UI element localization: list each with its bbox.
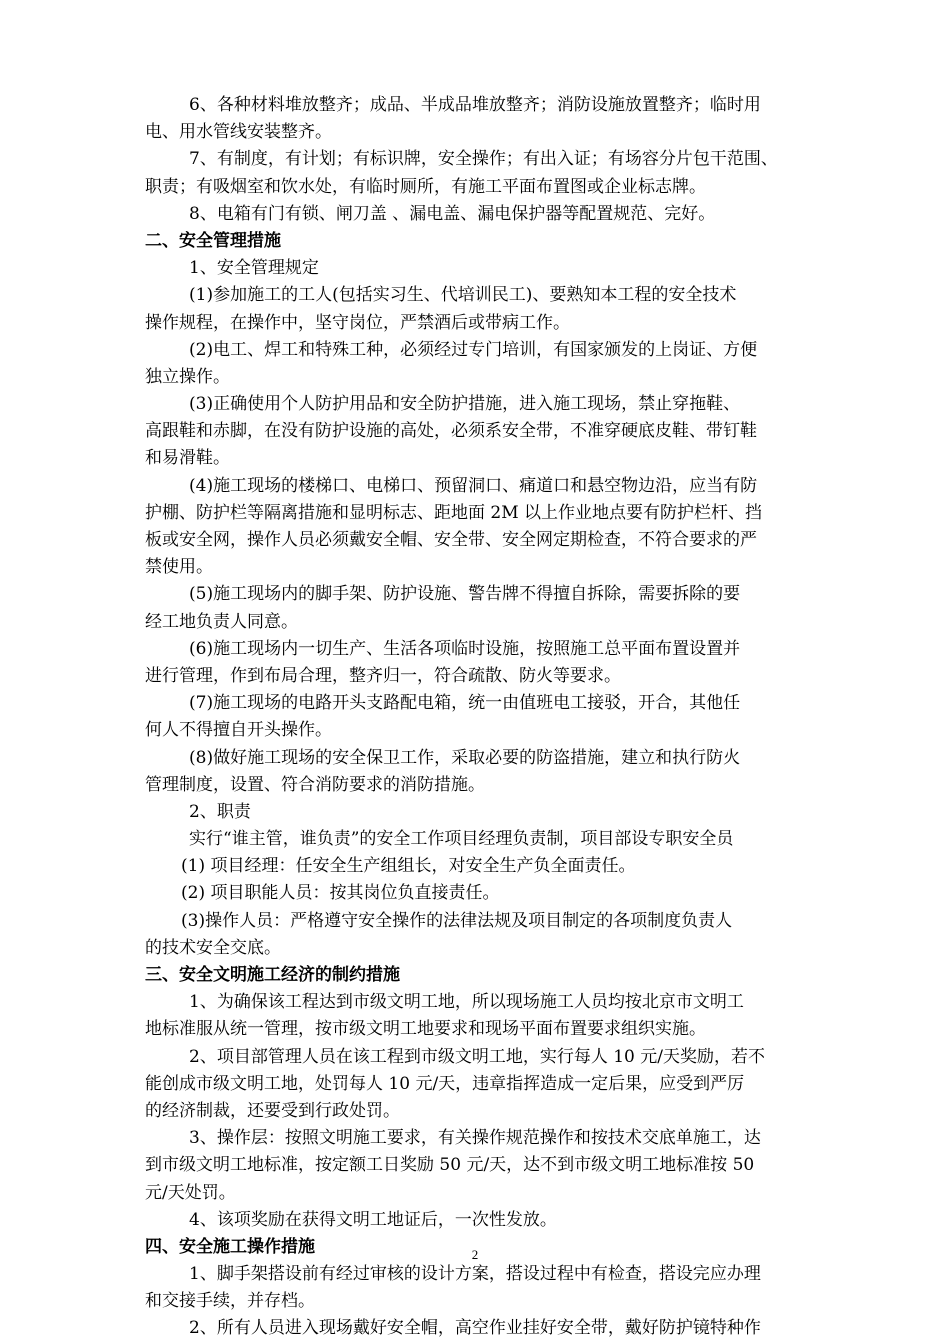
section-heading: 三、安全文明施工经济的制约措施 — [145, 965, 400, 985]
text-line: 的经济制裁，还要受到行政处罚。 — [145, 1100, 400, 1121]
document-body — [145, 92, 810, 1343]
text-line: 的技术安全交底。 — [145, 937, 281, 958]
text-line: (3)正确使用个人防护用品和安全防护措施，进入施工现场，禁止穿拖鞋、 — [189, 394, 741, 415]
section-heading: 二、安全管理措施 — [145, 230, 281, 251]
text-line: 高跟鞋和赤脚，在没有防护设施的高处，必须系安全带，不准穿硬底皮鞋、带钉鞋 — [145, 421, 757, 442]
text-line: 和易滑鞋。 — [145, 448, 230, 469]
text-line: 2、所有人员进入现场戴好安全帽，高空作业挂好安全带，戴好防护镜特种作 — [189, 1318, 761, 1339]
text-line: 护棚、防护栏等隔离措施和显明标志、距地面 2M 以上作业地点要有防护栏杆、挡 — [145, 502, 763, 523]
text-line: 能创成市级文明工地，处罚每人 10 元/天，违章指挥造成一定后果，应受到严厉 — [145, 1073, 745, 1094]
text-line: (2) 项目职能人员：按其岗位负直接责任。 — [181, 883, 500, 904]
text-line: 职责；有吸烟室和饮水处，有临时厕所，有施工平面布置图或企业标志牌。 — [145, 176, 706, 197]
text-line: 电、用水管线安装整齐。 — [145, 122, 332, 143]
text-line: 板或安全网，操作人员必须戴安全帽、安全带、安全网定期检查，不符合要求的严 — [145, 530, 757, 550]
text-line: 禁使用。 — [145, 557, 213, 578]
text-line: (4)施工现场的楼梯口、电梯口、预留洞口、痛道口和悬空物边沿，应当有防 — [189, 475, 758, 496]
text-line: 元/天处罚。 — [145, 1182, 236, 1203]
text-line: 独立操作。 — [145, 366, 230, 387]
text-line: (1) 项目经理：任安全生产组组长，对安全生产负全面责任。 — [181, 856, 636, 877]
text-line: 操作规程，在操作中，坚守岗位，严禁酒后或带病工作。 — [145, 312, 570, 333]
text-line: 何人不得擅自开头操作。 — [145, 720, 332, 741]
text-line: 4、该项奖励在获得文明工地证后，一次性发放。 — [189, 1209, 557, 1230]
text-line: (6)施工现场内一切生产、生活各项临时设施，按照施工总平面布置设置并 — [189, 638, 741, 659]
text-line: (2)电工、焊工和特殊工种，必须经过专门培训，有国家颁发的上岗证、方便 — [189, 339, 758, 360]
text-line: (8)做好施工现场的安全保卫工作，采取必要的防盗措施，建立和执行防火 — [189, 747, 741, 768]
text-line: 1、为确保该工程达到市级文明工地，所以现场施工人员均按北京市文明工 — [189, 992, 744, 1013]
text-line: (7)施工现场的电路开头支路配电箱，统一由值班电工接驳，开合，其他任 — [189, 693, 741, 714]
text-line: 7、有制度，有计划；有标识牌，安全操作；有出入证；有场容分片包干范围、 — [189, 149, 778, 170]
text-line: 到市级文明工地标准，按定额工日奖励 50 元/天，达不到市级文明工地标准按 50 — [145, 1155, 755, 1176]
text-line: 2、项目部管理人员在该工程到市级文明工地，实行每人 10 元/天奖励，若不 — [189, 1046, 765, 1067]
text-line: 1、安全管理规定 — [189, 258, 319, 279]
text-line: 实行“谁主管，谁负责”的安全工作项目经理负责制，项目部设专职安全员 — [189, 829, 734, 850]
page-number: 2 — [471, 1247, 479, 1262]
text-line: (5)施工现场内的脚手架、防护设施、警告牌不得擅自拆除，需要拆除的要 — [189, 584, 741, 605]
text-line: 和交接手续，并存档。 — [145, 1291, 315, 1312]
text-line: 管理制度，设置、符合消防要求的消防措施。 — [145, 774, 485, 795]
text-line: 地标准服从统一管理，按市级文明工地要求和现场平面布置要求组织实施。 — [145, 1019, 706, 1040]
text-line: 8、电箱有门有锁、闸刀盖 、漏电盖、漏电保护器等配置规范、完好。 — [189, 203, 716, 224]
text-line: 1、脚手架搭设前有经过审核的设计方案，搭设过程中有检查，搭设完应办理 — [189, 1264, 761, 1285]
text-line: 3、操作层：按照文明施工要求，有关操作规范操作和按技术交底单施工，达 — [189, 1128, 761, 1149]
text-line: (3)操作人员：严格遵守安全操作的法律法规及项目制定的各项制度负责人 — [181, 910, 733, 931]
text-line: 2、职责 — [189, 801, 251, 822]
section-heading: 四、安全施工操作措施 — [145, 1236, 315, 1257]
text-line: 进行管理，作到布局合理，整齐归一，符合疏散、防火等要求。 — [145, 665, 621, 686]
text-line: 6、各种材料堆放整齐；成品、半成品堆放整齐；消防设施放置整齐；临时用 — [189, 95, 761, 115]
text-line: (1)参加施工的工人(包括实习生、代培训民工)、要熟知本工程的安全技术 — [189, 285, 737, 306]
text-line: 经工地负责人同意。 — [145, 611, 298, 632]
